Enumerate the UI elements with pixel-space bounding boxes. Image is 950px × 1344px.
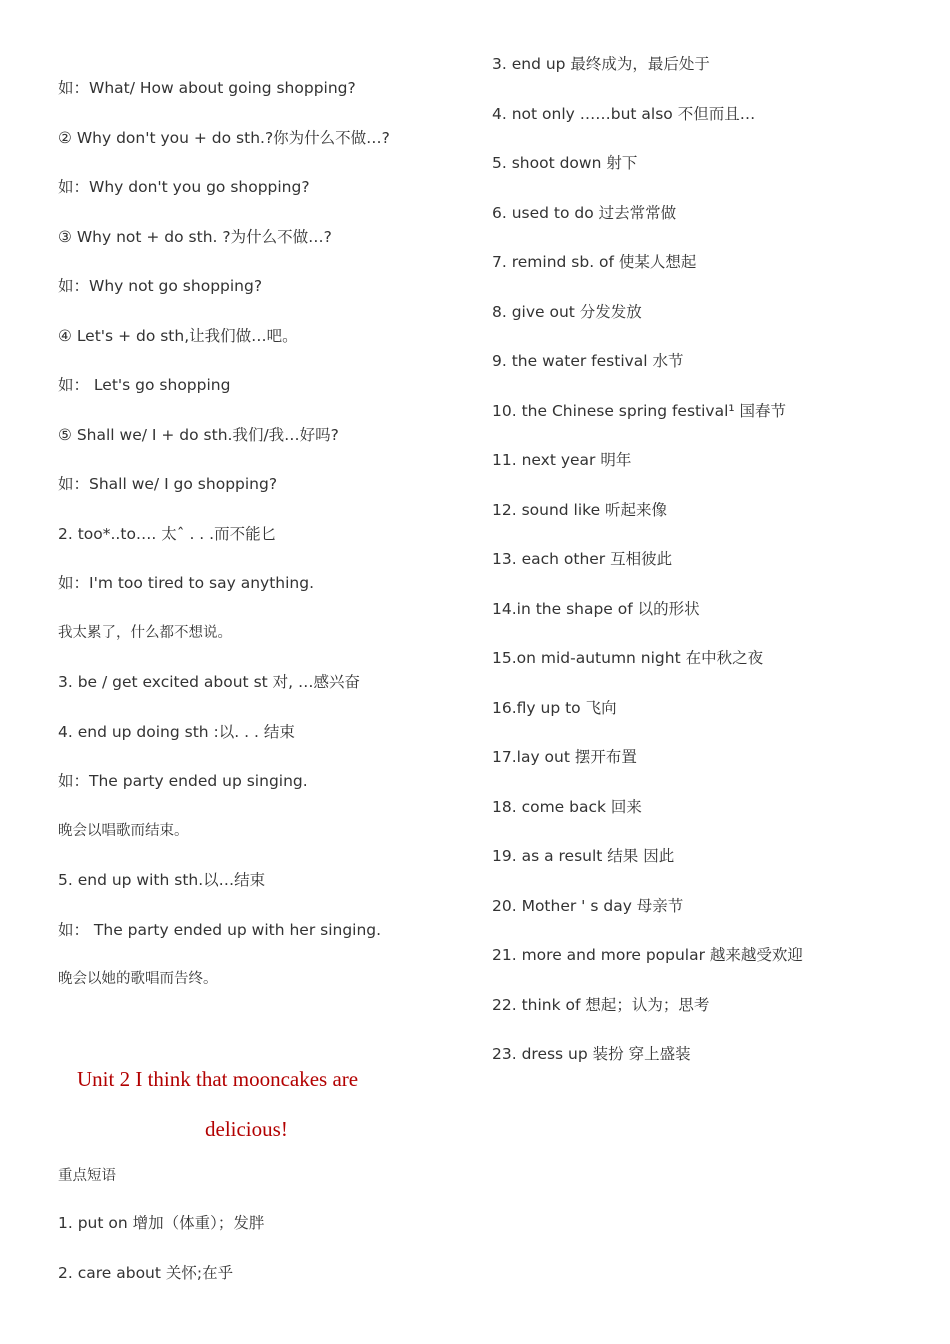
example-line: 如：I'm too tired to say anything.: [58, 574, 314, 592]
phrase-line: 10. the Chinese spring festival¹ 国春节: [492, 402, 787, 420]
phrase-line: 3. end up 最终成为，最后处于: [492, 55, 710, 73]
pattern-line: ④ Let's + do sth,让我们做…吧。: [58, 327, 298, 345]
phrase-line: 4. not only ……but also 不但而且…: [492, 105, 756, 123]
phrase-line: 19. as a result 结果 因此: [492, 847, 675, 865]
example-line: 如：Why don't you go shopping?: [58, 178, 310, 196]
example-line: 如：What/ How about going shopping?: [58, 79, 356, 97]
phrase-line: 9. the water festival 水节: [492, 352, 684, 370]
example-line: 如：Shall we/ I go shopping?: [58, 475, 278, 493]
phrase-line: 7. remind sb. of 使某人想起: [492, 253, 697, 271]
phrase-line: 2. care about 关怀;在乎: [58, 1264, 234, 1282]
phrase-line: 14.in the shape of 以的形状: [492, 600, 700, 618]
phrase-line: 2. too*..to…. 太ˆ . . .而不能匕: [58, 525, 277, 543]
phrase-line: 22. think of 想起；认为；思考: [492, 996, 710, 1014]
phrase-line: 11. next year 明年: [492, 451, 632, 469]
phrase-line: 5. end up with sth.以…结束: [58, 871, 266, 889]
phrase-line: 15.on mid-autumn night 在中秋之夜: [492, 649, 764, 667]
phrase-line: 1. put on 增加（体重）；发胖: [58, 1214, 265, 1232]
phrase-line: 16.fly up to 飞向: [492, 699, 617, 717]
phrase-line: 20. Mother ' s day 母亲节: [492, 897, 684, 915]
phrase-line: 6. used to do 过去常常做: [492, 204, 677, 222]
phrase-line: 12. sound like 听起来像: [492, 501, 668, 519]
unit-title-line1: Unit 2 I think that mooncakes are: [77, 1067, 359, 1091]
section-label: 重点短语: [58, 1168, 116, 1184]
translation-line: 晚会以她的歌唱而告终。: [58, 971, 218, 987]
phrase-line: 23. dress up 装扮 穿上盛装: [492, 1045, 691, 1063]
unit-title-line2: delicious!: [205, 1117, 288, 1141]
pattern-line: ③ Why not + do sth. ?为什么不做…?: [58, 228, 332, 246]
example-line: 如： Let's go shopping: [58, 376, 231, 394]
phrase-line: 8. give out 分发发放: [492, 303, 642, 321]
example-line: 如：Why not go shopping?: [58, 277, 263, 295]
example-line: 如： The party ended up with her singing.: [58, 921, 382, 939]
phrase-line: 13. each other 互相彼此: [492, 550, 673, 568]
example-line: 如：The party ended up singing.: [58, 772, 308, 790]
translation-line: 晚会以唱歌而结束。: [58, 823, 189, 839]
phrase-line: 3. be / get excited about st 对, …感兴奋: [58, 673, 361, 691]
phrase-line: 18. come back 回来: [492, 798, 642, 816]
phrase-line: 5. shoot down 射下: [492, 154, 638, 172]
phrase-line: 4. end up doing sth :以. . . 结束: [58, 723, 295, 741]
phrase-line: 21. more and more popular 越来越受欢迎: [492, 946, 803, 964]
phrase-line: 17.lay out 摆开布置: [492, 748, 637, 766]
translation-line: 我太累了，什么都不想说。: [58, 625, 232, 641]
pattern-line: ② Why don't you + do sth.?你为什么不做…?: [58, 129, 390, 147]
pattern-line: ⑤ Shall we/ I + do sth.我们/我…好吗?: [58, 426, 339, 444]
